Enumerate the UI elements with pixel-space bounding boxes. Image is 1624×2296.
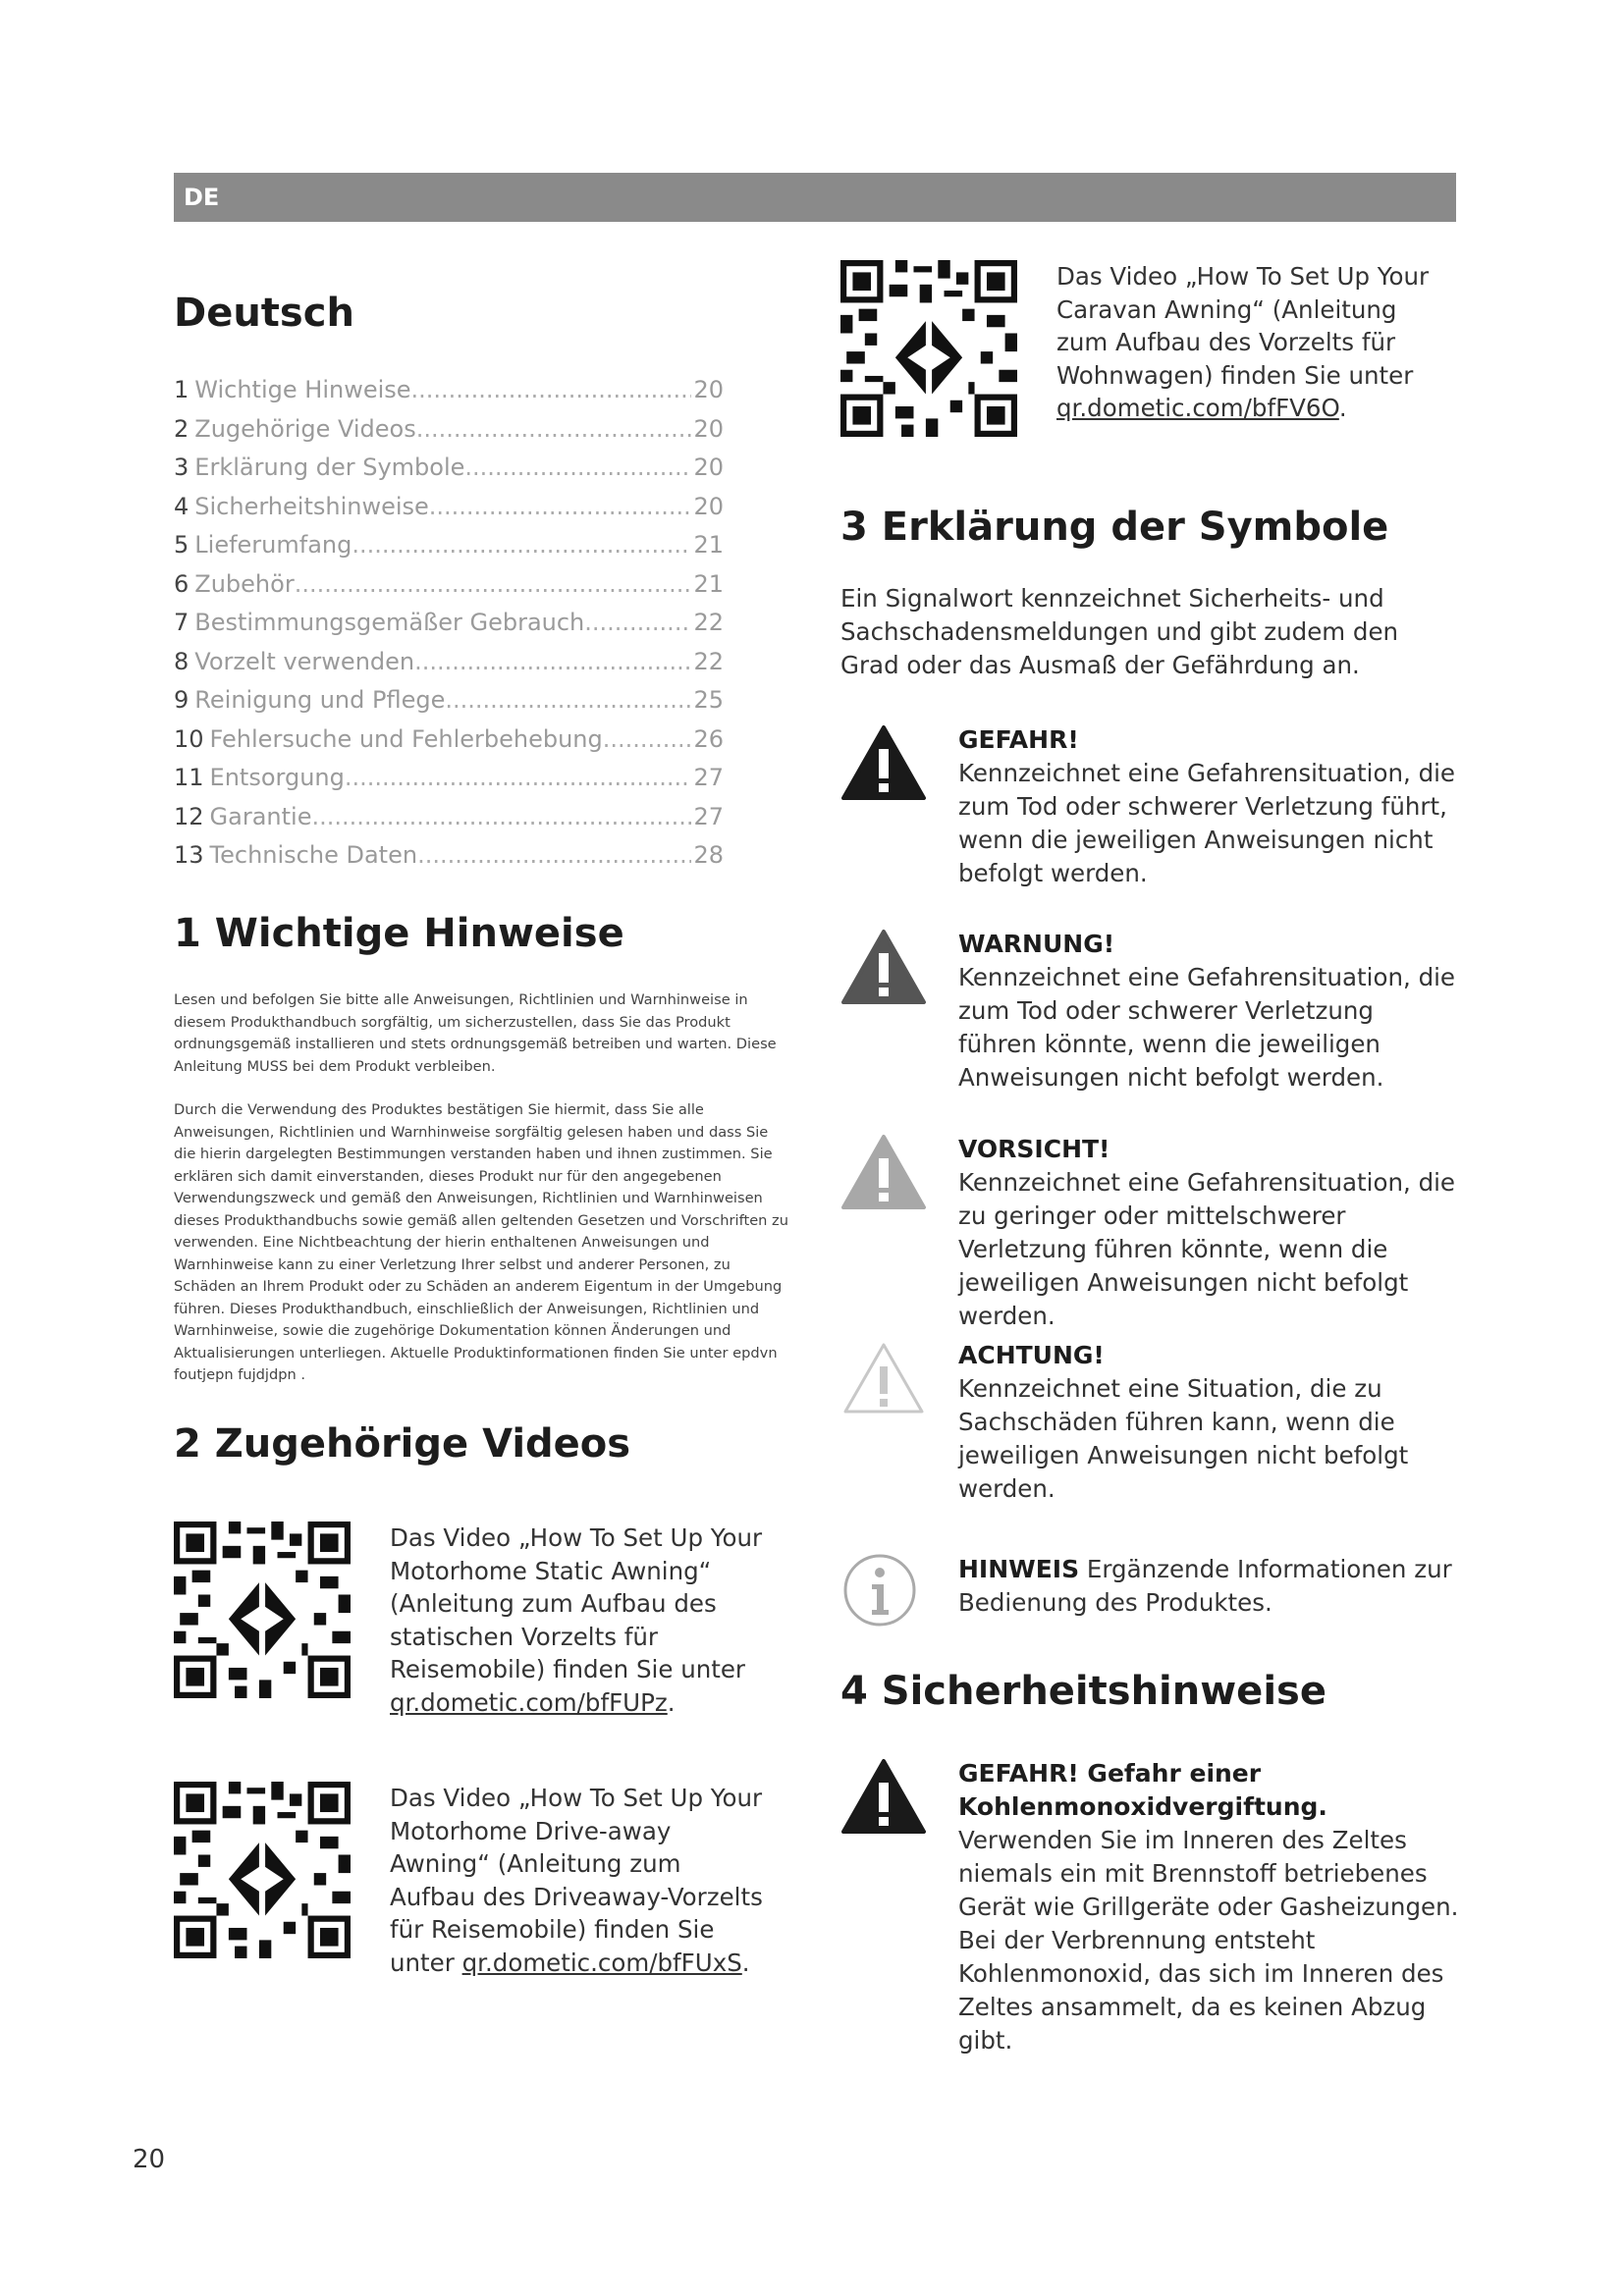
toc-leader-dots [416, 410, 692, 450]
toc-entry-number: 13 [174, 841, 204, 869]
toc-entry-page: 26 [693, 724, 724, 753]
toc-entry[interactable] [174, 836, 724, 876]
toc-entry-page: 20 [693, 414, 724, 443]
toc-entry-page: 21 [693, 569, 724, 598]
caution-entry [840, 1133, 1459, 1333]
toc-entry[interactable] [174, 643, 724, 682]
info-entry [840, 1551, 1459, 1629]
info-title: HINWEIS [958, 1555, 1080, 1583]
toc-entry-page: 27 [693, 802, 724, 830]
qr-code-icon[interactable] [174, 1522, 351, 1698]
co-danger-entry [840, 1757, 1459, 2057]
toc-entry-page: 27 [693, 764, 724, 791]
toc-leader-dots [311, 798, 691, 837]
toc-entry-number: 9 [174, 686, 189, 714]
toc-entry-page: 22 [693, 647, 724, 675]
notice-entry [840, 1339, 1459, 1506]
toc-leader-dots [464, 449, 691, 488]
toc-entry-label: Erklärung der Symbole [194, 454, 465, 481]
toc-entry-page: 20 [693, 376, 724, 403]
toc-entry-page: 22 [693, 609, 724, 636]
toc-entry[interactable] [174, 721, 724, 760]
toc-entry-label: Entsorgung [209, 764, 345, 791]
info-text: Ergänzende Informationen zur Bedienung des Produktes. [958, 1555, 1452, 1617]
toc-leader-dots [411, 371, 692, 410]
video-1-text: Das Video „How To Set Up Your Motorhome Static Awning“ (Anleitung zum Aufbau des statischen Vorzelts für Reisemobile) finden Sie unter qr.dometic.com/bfFUPz. [390, 1523, 763, 1717]
table-of-contents [174, 371, 724, 876]
danger-warning-icon [840, 723, 927, 802]
section-1-paragraph-2: Durch die Verwendung des Produktes bestätigen Sie hiermit, dass Sie alle Anweisungen, Richtlinien und Warnhinweise sorgfältig gelesen haben und dass Sie die hierin dargelegten Bestimmungen verstanden haben und ihnen zustimmen. Sie erklären sich damit einverstanden, dieses Produkt nur für den angegebenen Verwendungszweck und gemäß den Anweisungen, Richtlinien und Warnhinweisen dieses Produkthandbuchs sowie gemäß allen geltenden Gesetzen und Vorschriften zu verwenden. Eine Nichtbeachtung der hierin enthaltenen Anweisungen und Warnhinweise kann zu einer Verletzung Ihrer selbst und anderer Personen, zu Schäden an Ihrem Produkt oder zu Schäden an anderem Eigentum in der Umgebung führen. Dieses Produkthandbuch, einschließlich der Anweisungen, Richtlinien und Warnhinweise, sowie die zugehörige Dokumentation können Änderungen und Aktualisierungen unterliegen. Aktuelle Produktinformationen finden Sie unter epdvn foutjepn fujdjdpn . [174, 1101, 788, 1383]
toc-entry-number: 8 [174, 647, 189, 675]
co-danger-text: Verwenden Sie im Inneren des Zeltes niemals ein mit Brennstoff betriebenes Gerät wie Grillgeräte oder Gasheizungen. Bei der Verbrennung entsteht Kohlenmonoxid, das sich im Inneren des Zeltes ansammelt, da es keinen Abzug gibt. [958, 1826, 1459, 2055]
video-3-block [840, 260, 1439, 437]
danger-warning-icon [840, 1757, 927, 1836]
toc-entry[interactable] [174, 681, 724, 721]
toc-entry-label: Reinigung und Pflege [194, 686, 446, 714]
page-number: 20 [133, 2145, 166, 2174]
section-2-heading: 2 Zugehörige Videos [174, 1421, 631, 1467]
toc-entry-page: 21 [693, 531, 724, 559]
caution-title: VORSICHT! [958, 1135, 1110, 1163]
page-title: Deutsch [174, 291, 354, 336]
toc-entry-label: Vorzelt verwenden [194, 647, 415, 675]
notice-icon [840, 1339, 927, 1417]
toc-entry[interactable] [174, 526, 724, 565]
video-1-link[interactable]: qr.dometic.com/bfFUPz [390, 1687, 668, 1717]
video-2-text: Das Video „How To Set Up Your Motorhome Drive-away Awning“ (Anleitung zum Aufbau des Driveaway-Vorzelts für Reisemobile) finden Sie unter qr.dometic.com/bfFUxS. [390, 1784, 763, 1977]
co-danger-title: GEFAHR! Gefahr einer Kohlenmonoxidvergiftung. [958, 1759, 1327, 1821]
video-2-block [174, 1782, 763, 1979]
toc-entry-number: 7 [174, 609, 189, 636]
toc-entry[interactable] [174, 604, 724, 643]
section-3-intro: Ein Signalwort kennzeichnet Sicherheits- und Sachschadensmeldungen und gibt zudem den Grad oder das Ausmaß der Gefährdung an. [840, 584, 1399, 679]
toc-entry-number: 10 [174, 724, 204, 753]
section-3-heading: 3 Erklärung der Symbole [840, 505, 1389, 550]
toc-entry-number: 2 [174, 414, 189, 443]
toc-leader-dots [584, 604, 691, 643]
toc-leader-dots [352, 526, 691, 565]
toc-entry-label: Bestimmungsgemäßer Gebrauch [194, 609, 585, 636]
qr-code-icon[interactable] [174, 1782, 351, 1958]
toc-entry-number: 6 [174, 569, 189, 598]
section-1-paragraph-1: Lesen und befolgen Sie bitte alle Anweisungen, Richtlinien und Warnhinweise in diesem Produkthandbuch sorgfältig, um sicherzustellen, dass Sie das Produkt ordnungsgemäß installieren und stets ordnungsgemäß betreiben und warten. Diese Anleitung MUSS bei dem Produkt verbleiben. [174, 991, 777, 1075]
toc-entry[interactable] [174, 449, 724, 488]
info-icon [840, 1551, 927, 1629]
warning-text: Kennzeichnet eine Gefahrensituation, die zum Tod oder schwerer Verletzung führen könnte, wenn die jeweiligen Anweisungen nicht befolgt werden. [958, 963, 1455, 1092]
toc-leader-dots [603, 721, 692, 760]
toc-entry-label: Sicherheitshinweise [194, 492, 429, 520]
toc-entry-number: 12 [174, 802, 204, 830]
toc-entry-page: 28 [693, 841, 724, 869]
warning-icon [840, 928, 927, 1006]
toc-entry-label: Zugehörige Videos [194, 414, 416, 443]
caution-text: Kennzeichnet eine Gefahrensituation, die zu geringer oder mittelschwerer Verletzung führen könnte, wenn die jeweiligen Anweisungen nicht befolgt werden. [958, 1168, 1455, 1330]
toc-entry[interactable] [174, 759, 724, 798]
notice-text: Kennzeichnet eine Situation, die zu Sachschäden führen kann, wenn die jeweiligen Anweisungen nicht befolgt werden. [958, 1374, 1409, 1503]
toc-entry-label: Fehlersuche und Fehlerbehebung [209, 724, 603, 753]
toc-entry-page: 20 [693, 492, 724, 520]
toc-entry-number: 3 [174, 454, 189, 481]
toc-leader-dots [445, 681, 691, 721]
language-tag: DE [184, 184, 220, 211]
toc-entry[interactable] [174, 488, 724, 527]
section-4-heading: 4 Sicherheitshinweise [840, 1669, 1326, 1714]
warning-title: WARNUNG! [958, 930, 1115, 958]
toc-entry[interactable] [174, 798, 724, 837]
section-1-heading: 1 Wichtige Hinweise [174, 911, 624, 956]
toc-entry-label: Technische Daten [209, 841, 418, 869]
toc-entry[interactable] [174, 565, 724, 605]
toc-entry-number: 5 [174, 531, 189, 559]
toc-entry-number: 11 [174, 764, 204, 791]
toc-entry[interactable] [174, 410, 724, 450]
danger-title: GEFAHR! [958, 725, 1079, 754]
toc-entry-label: Garantie [209, 802, 312, 830]
danger-text: Kennzeichnet eine Gefahrensituation, die zum Tod oder schwerer Verletzung führt, wenn die jeweiligen Anweisungen nicht befolgt werden. [958, 759, 1455, 887]
notice-title: ACHTUNG! [958, 1341, 1105, 1369]
video-3-link[interactable]: qr.dometic.com/bfFV6O [1056, 394, 1339, 422]
toc-entry[interactable] [174, 371, 724, 410]
toc-entry-label: Lieferumfang [194, 531, 352, 559]
toc-entry-number: 4 [174, 492, 189, 520]
toc-leader-dots [295, 565, 692, 605]
toc-entry-page: 25 [693, 686, 724, 714]
toc-entry-label: Zubehör [194, 569, 295, 598]
danger-entry [840, 723, 1459, 890]
caution-icon [840, 1133, 927, 1211]
language-bar [174, 173, 1456, 222]
toc-entry-number: 1 [174, 376, 189, 403]
toc-leader-dots [417, 836, 691, 876]
video-3-text: Das Video „How To Set Up Your Caravan Awning“ (Anleitung zum Aufbau des Vorzelts für Wohnwagen) finden Sie unter qr.dometic.com/bfFV6O. [1056, 262, 1430, 422]
toc-leader-dots [345, 759, 692, 798]
toc-entry-page: 20 [693, 454, 724, 481]
toc-leader-dots [414, 643, 691, 682]
video-1-block [174, 1522, 763, 1719]
qr-code-icon[interactable] [840, 260, 1017, 437]
toc-entry-label: Wichtige Hinweise [194, 376, 411, 403]
warning-entry [840, 928, 1459, 1095]
toc-leader-dots [429, 488, 692, 527]
video-2-link[interactable]: qr.dometic.com/bfFUxS [461, 1948, 742, 1977]
